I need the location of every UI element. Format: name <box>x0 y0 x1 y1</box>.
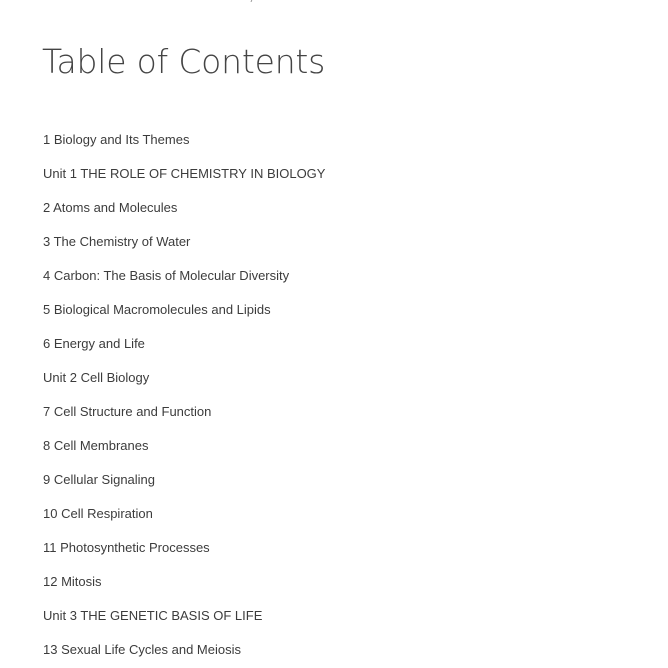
toc-link-unit-1[interactable]: Unit 1 THE ROLE OF CHEMISTRY IN BIOLOGY <box>43 166 326 181</box>
toc-link-chapter-2[interactable]: 2 Atoms and Molecules <box>43 200 178 215</box>
page-title: Table of Contents <box>42 42 326 81</box>
scrolled-content-fragment <box>245 0 255 2</box>
toc-link-chapter-8[interactable]: 8 Cell Membranes <box>43 438 149 453</box>
toc-link-chapter-3[interactable]: 3 The Chemistry of Water <box>43 234 191 249</box>
toc-link-chapter-13[interactable]: 13 Sexual Life Cycles and Meiosis <box>43 642 241 657</box>
toc-link-chapter-7[interactable]: 7 Cell Structure and Function <box>43 404 212 419</box>
toc-link-chapter-5[interactable]: 5 Biological Macromolecules and Lipids <box>43 302 271 317</box>
toc-link-unit-3[interactable]: Unit 3 THE GENETIC BASIS OF LIFE <box>43 608 263 623</box>
toc-link-chapter-6[interactable]: 6 Energy and Life <box>43 336 145 351</box>
toc-link-chapter-10[interactable]: 10 Cell Respiration <box>43 506 153 521</box>
toc-link-chapter-1[interactable]: 1 Biology and Its Themes <box>43 132 190 147</box>
toc-link-unit-2[interactable]: Unit 2 Cell Biology <box>43 370 150 385</box>
toc-link-chapter-12[interactable]: 12 Mitosis <box>43 574 102 589</box>
table-of-contents-list <box>43 123 325 667</box>
toc-link-chapter-11[interactable]: 11 Photosynthetic Processes <box>43 540 210 555</box>
toc-link-chapter-9[interactable]: 9 Cellular Signaling <box>43 472 156 487</box>
toc-link-chapter-4[interactable]: 4 Carbon: The Basis of Molecular Diversity <box>43 268 290 283</box>
